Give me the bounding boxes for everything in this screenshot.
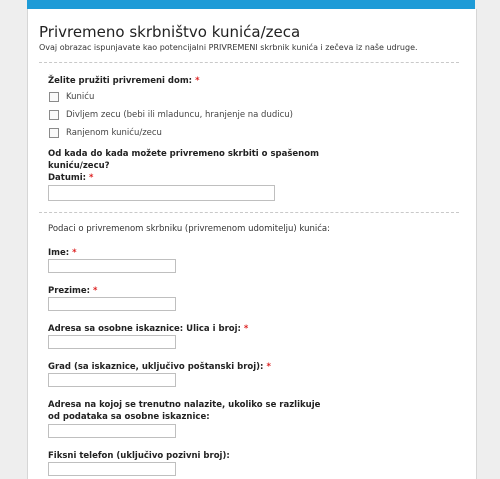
required-marker: *	[93, 286, 98, 296]
header-divider	[39, 62, 459, 63]
telefon-label: Fiksni telefon (uključivo pozivni broj):	[48, 451, 230, 461]
required-marker: *	[195, 76, 200, 86]
adresa-trenutna-label: Adresa na kojoj se trenutno nalazite, ukoliko se razlikuje od podataka sa osobne iskaznice:	[48, 400, 321, 422]
option-label: Kuniću	[66, 92, 95, 102]
prezime-label: Prezime: *	[48, 286, 98, 296]
option-divljem-zecu[interactable]	[49, 109, 293, 121]
option-kunicu[interactable]	[49, 91, 94, 103]
required-marker: *	[89, 173, 94, 183]
form-card	[27, 9, 477, 479]
option-ranjenom-kunicu[interactable]	[49, 127, 162, 139]
section-intro: Podaci o privremenom skrbniku (privremenom udomitelju) kunića:	[48, 224, 330, 234]
adresa-input[interactable]	[48, 335, 176, 349]
option-label: Ranjenom kuniću/zecu	[66, 128, 162, 138]
checkbox[interactable]	[49, 92, 59, 102]
question-home-label: Želite pružiti privremeni dom: *	[48, 76, 200, 86]
question-dates-label: Od kada do kada možete privremeno skrbiti o spašenom kuniću/zecu? Datumi: *	[48, 149, 319, 183]
dates-input[interactable]	[48, 185, 275, 201]
ime-label: Ime: *	[48, 248, 77, 258]
checkbox[interactable]	[49, 128, 59, 138]
option-label: Divljem zecu (bebi ili mladuncu, hranjenje na dudicu)	[66, 110, 293, 120]
adresa-label: Adresa sa osobne iskaznice: Ulica i broj: *	[48, 324, 249, 334]
grad-input[interactable]	[48, 373, 176, 387]
form-title: Privremeno skrbništvo kunića/zeca	[39, 23, 301, 41]
adresa-trenutna-input[interactable]	[48, 424, 176, 438]
grad-label: Grad (sa iskaznice, uključivo poštanski broj): *	[48, 362, 271, 372]
form-description: Ovaj obrazac ispunjavate kao potencijalni PRIVREMENI skrbnik kunića i zečeva iz naše udruge.	[39, 43, 418, 52]
required-marker: *	[72, 248, 77, 258]
prezime-input[interactable]	[48, 297, 176, 311]
telefon-input[interactable]	[48, 462, 176, 476]
top-accent-bar	[27, 0, 475, 9]
ime-input[interactable]	[48, 259, 176, 273]
required-marker: *	[266, 362, 271, 372]
required-marker: *	[243, 324, 249, 334]
checkbox[interactable]	[49, 110, 59, 120]
section-divider	[39, 212, 459, 213]
